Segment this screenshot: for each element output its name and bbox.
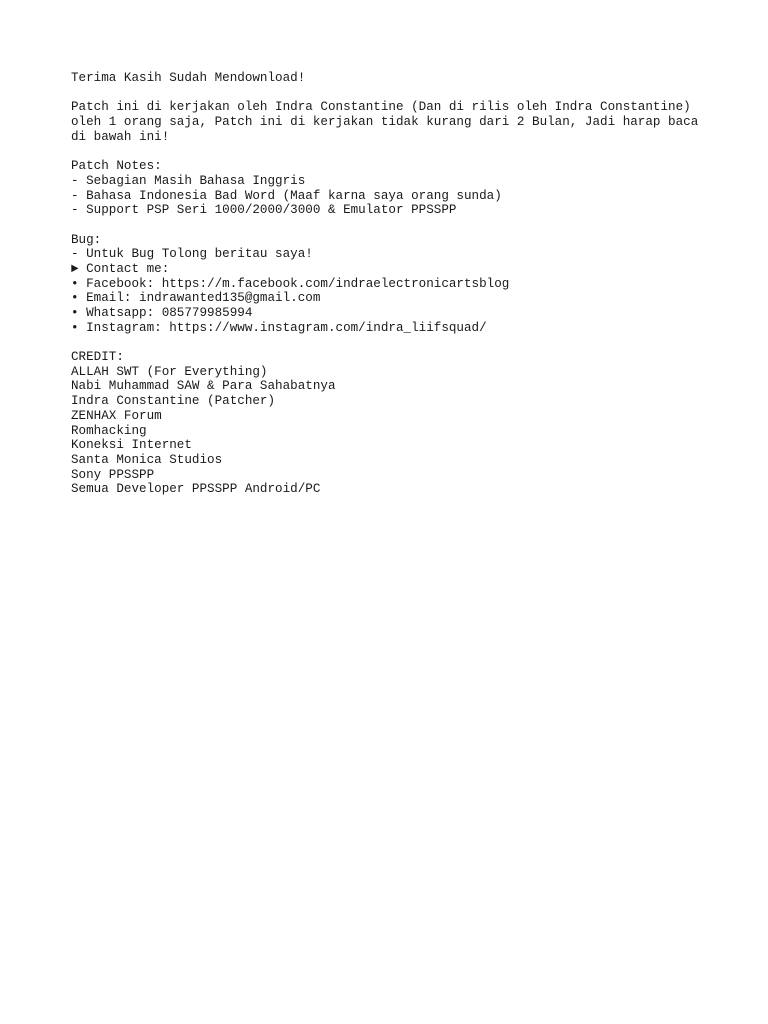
contact-label: ► Contact me:	[71, 261, 170, 276]
credit-item: Semua Developer PPSSPP Android/PC	[71, 482, 321, 497]
contact-whatsapp: • Whatsapp: 085779985994	[71, 306, 253, 320]
credit-item: Santa Monica Studios	[71, 452, 223, 467]
patch-note-item: - Support PSP Seri 1000/2000/3000 & Emulator PPSSPP	[71, 203, 457, 218]
patch-note-item: - Sebagian Masih Bahasa Inggris	[71, 173, 306, 188]
credit-item: Romhacking	[71, 423, 147, 438]
intro-line-1: Patch ini di kerjakan oleh Indra Constantine (Dan di rilis oleh Indra Constantine)	[71, 100, 691, 115]
spacer	[71, 86, 731, 101]
credit-item: ALLAH SWT (For Everything)	[71, 364, 268, 379]
spacer	[71, 144, 731, 159]
intro-line-3: di bawah ini!	[71, 129, 170, 144]
credit-title: CREDIT:	[71, 350, 124, 365]
credit-item: Koneksi Internet	[71, 438, 192, 453]
document-heading: Terima Kasih Sudah Mendownload!	[71, 71, 306, 85]
credit-item: Sony PPSSPP	[71, 467, 155, 482]
document-body	[71, 71, 731, 497]
credit-item: Nabi Muhammad SAW & Para Sahabatnya	[71, 379, 336, 394]
patch-note-item: - Bahasa Indonesia Bad Word (Maaf karna saya orang sunda)	[71, 188, 502, 203]
credit-item: ZENHAX Forum	[71, 408, 162, 423]
contact-email: • Email: indrawanted135@gmail.com	[71, 291, 321, 306]
spacer	[71, 335, 731, 350]
bug-title: Bug:	[71, 232, 102, 247]
bug-note: - Untuk Bug Tolong beritau saya!	[71, 247, 313, 262]
contact-facebook: • Facebook: https://m.facebook.com/indraelectronicartsblog	[71, 276, 510, 291]
intro-line-2: oleh 1 orang saja, Patch ini di kerjakan tidak kurang dari 2 Bulan, Jadi harap baca	[71, 115, 699, 130]
patch-notes-title: Patch Notes:	[71, 159, 162, 174]
spacer	[71, 218, 731, 233]
credit-item: Indra Constantine (Patcher)	[71, 394, 276, 409]
contact-instagram: • Instagram: https://www.instagram.com/indra_liifsquad/	[71, 320, 487, 335]
